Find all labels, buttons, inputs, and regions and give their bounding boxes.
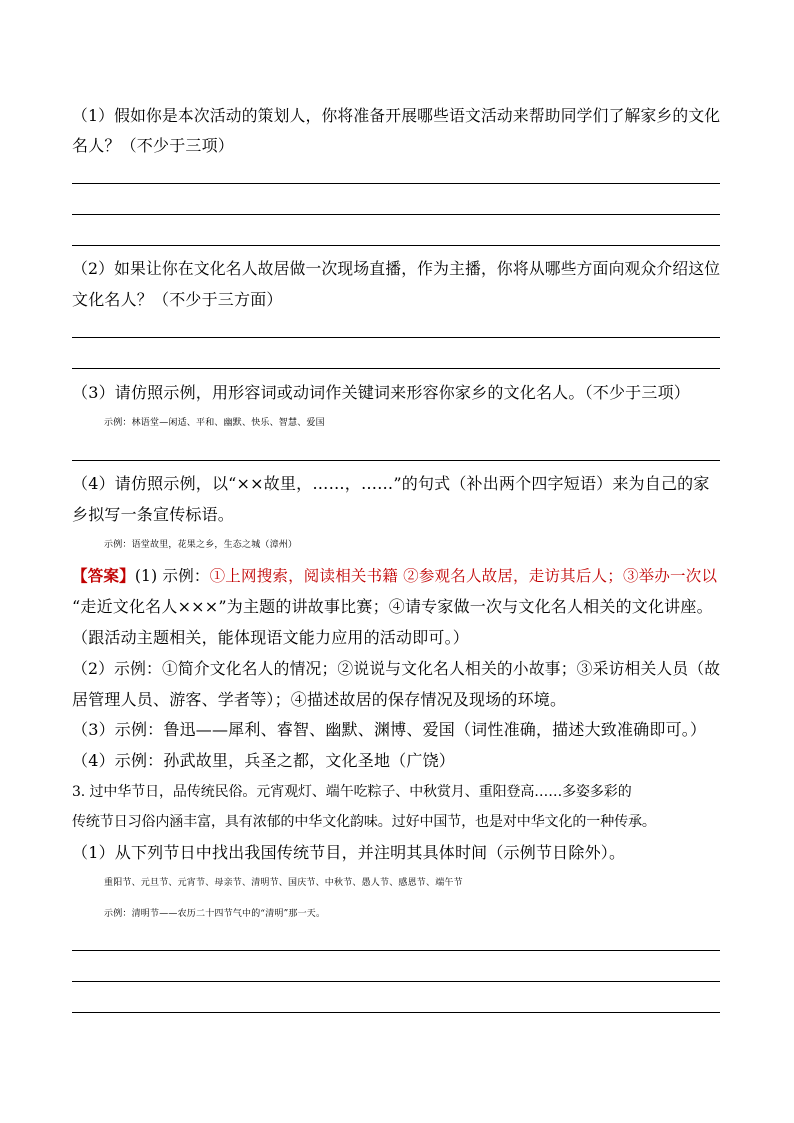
question-4-example: 示例：语堂故里，花果之乡，生态之城（漳州） [104,540,298,550]
answer-3: （3）示例：鲁迅——犀利、睿智、幽默、渊博、爱国（词性准确，描述大致准确即可。） [72,720,707,739]
answer-1-line-1 [72,566,724,586]
question-3-line-1: （3）请仿照示例，用形容词或动词作关键词来形容你家乡的文化名人。（不少于三项） [72,383,690,402]
answer-1-highlight: ①上网搜索，阅读相关书籍 ②参观名人故居，走访其后人；③举办一次以 [209,567,718,585]
question-2-line-1: （2）如果让你在文化名人故居做一次现场直播，作为主播，你将从哪些方面向观众介绍这位 [72,259,721,278]
festival-list: 重阳节、元旦节、元宵节、母亲节、清明节、国庆节、中秋节、愚人节、感恩节、端午节 [104,878,463,888]
question-3-intro-line-2: 传统节日习俗内涵丰富，具有浓郁的中华文化韵味。过好中国节，也是对中华文化的一种传承。 [72,814,656,830]
answer-line[interactable] [72,337,720,338]
question-4-line-1: （4）请仿照示例，以“××故里，……，……”的句式（补出两个四字短语）来为自己的家 [72,474,710,493]
answer-label: 【答案】 [72,566,135,585]
answer-1-prefix: (1) 示例： [134,567,210,585]
answer-line[interactable] [72,368,720,369]
answer-4: （4）示例：孙武故里，兵圣之都，文化圣地（广饶） [72,751,455,770]
answer-line[interactable] [72,950,720,951]
question-3-sub-1: （1）从下列节日中找出我国传统节目，并注明其具体时间（示例节日除外）。 [72,843,626,862]
answer-line[interactable] [72,1012,720,1013]
festival-example: 示例：清明节——农历二十四节气中的“清明”那一天。 [104,909,326,919]
answer-1-line-2: “走近文化名人×××”为主题的讲故事比赛；④请专家做一次与文化名人相关的文化讲座。 [72,597,713,616]
question-1-line-1: （1）假如你是本次活动的策划人，你将准备开展哪些语文活动来帮助同学们了解家乡的文化 [72,106,721,125]
question-3-example: 示例：林语堂—闲适、平和、幽默、快乐、智慧、爱国 [104,418,325,428]
answer-line[interactable] [72,183,720,184]
question-4-line-2: 乡拟写一条宣传标语。 [72,505,235,524]
answer-line[interactable] [72,981,720,982]
question-1-line-2: 名人？（不少于三项） [72,136,235,155]
answer-line[interactable] [72,214,720,215]
answer-line[interactable] [72,460,720,461]
answer-1-line-3: （跟活动主题相关，能体现语文能力应用的活动即可。） [72,628,470,647]
answer-2-line-2: 居管理人员、游客、学者等）；④描述故居的保存情况及现场的环境。 [72,690,567,709]
question-2-line-2: 文化名人？（不少于三方面） [72,290,283,309]
answer-2-line-1: （2）示例：①简介文化名人的情况；②说说与文化名人相关的小故事；③采访相关人员（故 [72,659,721,678]
answer-line[interactable] [72,245,720,246]
question-3-intro-line-1: 3. 过中华节日，品传统民俗。元宵观灯、端午吃粽子、中秋赏月、重阳登高……多姿多彩的 [72,784,632,800]
